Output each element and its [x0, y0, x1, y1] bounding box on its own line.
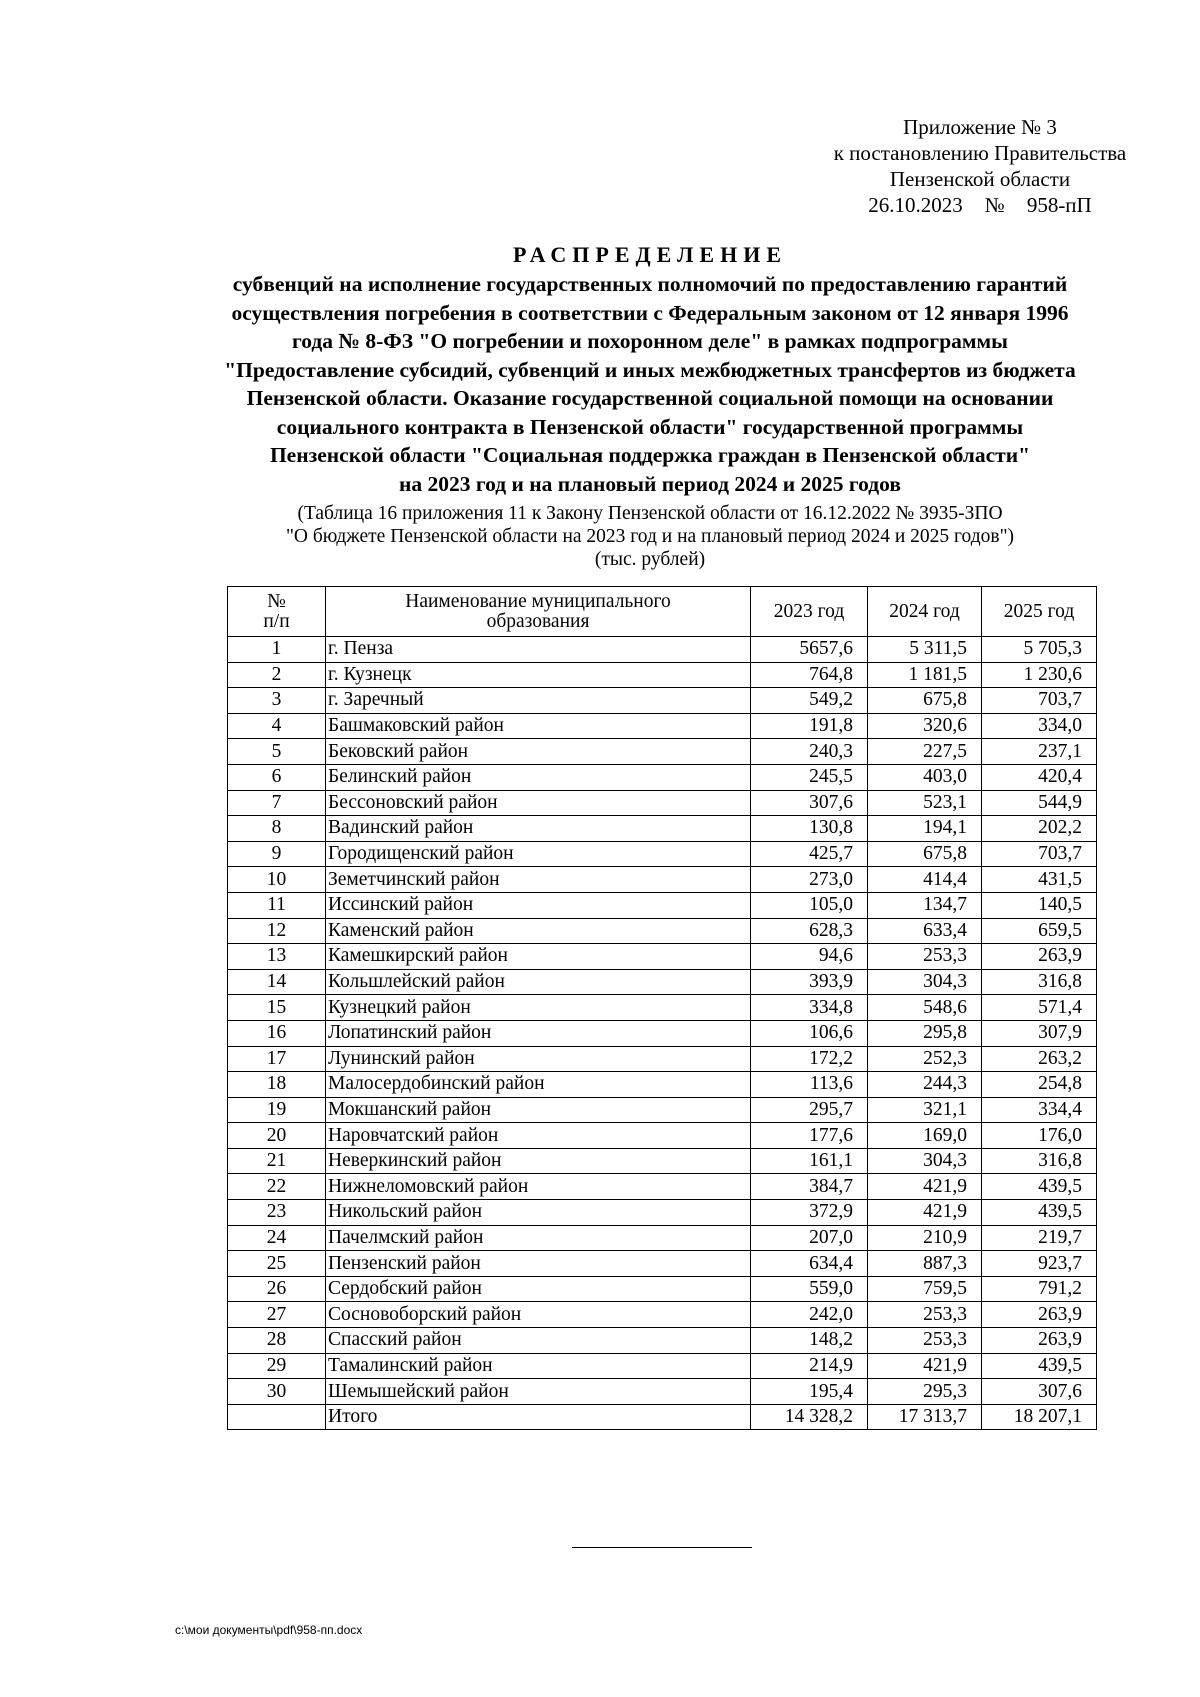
value-2023: 634,4	[751, 1251, 868, 1277]
value-2024: 134,7	[868, 892, 982, 918]
table-total-row	[228, 1404, 1097, 1430]
value-2025: 439,5	[982, 1200, 1097, 1226]
municipality-name: Вадинский район	[326, 816, 751, 842]
value-2023: 242,0	[751, 1302, 868, 1328]
municipality-name: Земетчинский район	[326, 867, 751, 893]
subtitle-line: осуществления погребения в соответствии с Федеральным законом от 12 января 1996	[231, 300, 1069, 325]
row-number: 19	[228, 1097, 326, 1123]
row-number: 12	[228, 918, 326, 944]
value-2024: 253,3	[868, 1302, 982, 1328]
value-2024: 244,3	[868, 1072, 982, 1098]
unit-label: (тыс. рублей)	[594, 549, 706, 570]
value-2025: 140,5	[982, 892, 1097, 918]
value-2025: 703,7	[982, 688, 1097, 714]
table-row	[228, 1123, 1097, 1149]
value-2023: 94,6	[751, 944, 868, 970]
municipality-name: Мокшанский район	[326, 1097, 751, 1123]
row-number: 17	[228, 1046, 326, 1072]
value-2024: 759,5	[868, 1276, 982, 1302]
table-row	[228, 790, 1097, 816]
row-number: 7	[228, 790, 326, 816]
value-2025: 439,5	[982, 1353, 1097, 1379]
municipality-name: Камешкирский район	[326, 944, 751, 970]
appendix-number-sign: №	[984, 193, 1005, 217]
table-row	[228, 1200, 1097, 1226]
value-2023: 5657,6	[751, 637, 868, 663]
value-2024: 17 313,7	[868, 1404, 982, 1430]
value-2023: 372,9	[751, 1200, 868, 1226]
municipality-name: Пензенский район	[326, 1251, 751, 1277]
value-2024: 321,1	[868, 1097, 982, 1123]
municipality-name: Наровчатский район	[326, 1123, 751, 1149]
value-2024: 194,1	[868, 816, 982, 842]
table-row	[228, 1276, 1097, 1302]
table-row	[228, 1148, 1097, 1174]
municipality-name: Пачелмский район	[326, 1225, 751, 1251]
value-2025: 254,8	[982, 1072, 1097, 1098]
value-2024: 421,9	[868, 1353, 982, 1379]
value-2023: 764,8	[751, 662, 868, 688]
value-2025: 439,5	[982, 1174, 1097, 1200]
value-2025: 544,9	[982, 790, 1097, 816]
row-number: 1	[228, 637, 326, 663]
row-number: 13	[228, 944, 326, 970]
value-2024: 253,3	[868, 944, 982, 970]
subtitle-line: года № 8-ФЗ "О погребении и похоронном деле" в рамках подпрограммы	[292, 329, 1008, 353]
subtitle-line: "Предоставление субсидий, субвенций и иных межбюджетных трансфертов из бюджета	[224, 357, 1076, 382]
basis-line-1: (Таблица 16 приложения 11 к Закону Пензенской области от 16.12.2022 № 3935-ЗПО	[297, 503, 1003, 524]
value-2025: 1 230,6	[982, 662, 1097, 688]
value-2024: 421,9	[868, 1200, 982, 1226]
subtitle-line: социального контракта в Пензенской области" государственной программы	[276, 414, 1024, 439]
municipality-name: Бессоновский район	[326, 790, 751, 816]
value-2025: 703,7	[982, 841, 1097, 867]
value-2024: 548,6	[868, 995, 982, 1021]
row-number: 22	[228, 1174, 326, 1200]
table-row	[228, 892, 1097, 918]
row-number	[228, 1404, 326, 1430]
value-2023: 384,7	[751, 1174, 868, 1200]
total-label: Итого	[326, 1404, 751, 1430]
row-number: 26	[228, 1276, 326, 1302]
value-2025: 219,7	[982, 1225, 1097, 1251]
value-2024: 675,8	[868, 688, 982, 714]
value-2025: 202,2	[982, 816, 1097, 842]
value-2025: 334,0	[982, 713, 1097, 739]
bottom-separator	[572, 1547, 752, 1548]
value-2023: 214,9	[751, 1353, 868, 1379]
table-row	[228, 1046, 1097, 1072]
value-2025: 176,0	[982, 1123, 1097, 1149]
municipality-name: Иссинский район	[326, 892, 751, 918]
value-2025: 263,2	[982, 1046, 1097, 1072]
header-2023: 2023 год	[751, 587, 868, 637]
value-2023: 14 328,2	[751, 1404, 868, 1430]
table-row	[228, 1302, 1097, 1328]
appendix-line-2: к постановлению Правительства	[833, 141, 1127, 165]
municipality-name: Кузнецкий район	[326, 995, 751, 1021]
municipality-name: Каменский район	[326, 918, 751, 944]
value-2023: 177,6	[751, 1123, 868, 1149]
row-number: 30	[228, 1379, 326, 1405]
municipality-name: Кольшлейский район	[326, 969, 751, 995]
row-number: 21	[228, 1148, 326, 1174]
table-row	[228, 764, 1097, 790]
subtitle-line: Пензенской области. Оказание государственной социальной помощи на основании	[246, 386, 1054, 410]
value-2024: 5 311,5	[868, 637, 982, 663]
value-2023: 628,3	[751, 918, 868, 944]
value-2025: 307,9	[982, 1020, 1097, 1046]
footer-file-path: c:\мои документы\pdf\958-пп.docx	[175, 1623, 363, 1637]
municipality-name: Белинский район	[326, 764, 751, 790]
value-2023: 334,8	[751, 995, 868, 1021]
value-2023: 195,4	[751, 1379, 868, 1405]
row-number: 8	[228, 816, 326, 842]
value-2025: 263,9	[982, 944, 1097, 970]
municipality-name: Никольский район	[326, 1200, 751, 1226]
value-2025: 791,2	[982, 1276, 1097, 1302]
table-row	[228, 944, 1097, 970]
document-subtitle	[150, 270, 1150, 498]
subtitle-line: Пензенской области "Социальная поддержка граждан в Пензенской области"	[269, 443, 1031, 467]
municipality-name: Шемышейский район	[326, 1379, 751, 1405]
municipality-name: Спасский район	[326, 1328, 751, 1354]
value-2024: 887,3	[868, 1251, 982, 1277]
row-number: 24	[228, 1225, 326, 1251]
table-row	[228, 995, 1097, 1021]
table-row	[228, 1328, 1097, 1354]
value-2025: 571,4	[982, 995, 1097, 1021]
municipality-name: Городищенский район	[326, 841, 751, 867]
value-2023: 273,0	[751, 867, 868, 893]
table-row	[228, 1379, 1097, 1405]
municipality-name: Лунинский район	[326, 1046, 751, 1072]
value-2025: 659,5	[982, 918, 1097, 944]
municipality-name: Малосердобинский район	[326, 1072, 751, 1098]
row-number: 14	[228, 969, 326, 995]
value-2024: 304,3	[868, 1148, 982, 1174]
value-2023: 113,6	[751, 1072, 868, 1098]
value-2023: 295,7	[751, 1097, 868, 1123]
value-2023: 393,9	[751, 969, 868, 995]
value-2024: 295,3	[868, 1379, 982, 1405]
value-2023: 161,1	[751, 1148, 868, 1174]
value-2025: 5 705,3	[982, 637, 1097, 663]
header-municipality: Наименование муниципального образования	[326, 587, 751, 637]
value-2025: 334,4	[982, 1097, 1097, 1123]
municipality-name: г. Заречный	[326, 688, 751, 714]
basis-line-2: "О бюджете Пензенской области на 2023 год и на плановый период 2024 и 2025 годов")	[285, 526, 1015, 547]
value-2023: 307,6	[751, 790, 868, 816]
table-row	[228, 662, 1097, 688]
value-2024: 1 181,5	[868, 662, 982, 688]
value-2024: 227,5	[868, 739, 982, 765]
value-2023: 549,2	[751, 688, 868, 714]
value-2023: 425,7	[751, 841, 868, 867]
row-number: 28	[228, 1328, 326, 1354]
municipality-name: Тамалинский район	[326, 1353, 751, 1379]
value-2023: 106,6	[751, 1020, 868, 1046]
value-2025: 420,4	[982, 764, 1097, 790]
value-2023: 148,2	[751, 1328, 868, 1354]
table-row	[228, 637, 1097, 663]
value-2025: 316,8	[982, 1148, 1097, 1174]
value-2024: 252,3	[868, 1046, 982, 1072]
value-2024: 253,3	[868, 1328, 982, 1354]
appendix-number: 958-пП	[1026, 193, 1092, 217]
appendix-line-1: Приложение № 3	[903, 115, 1057, 139]
header-number: № п/п	[228, 587, 326, 637]
table-row	[228, 1174, 1097, 1200]
row-number: 3	[228, 688, 326, 714]
table-row	[228, 1020, 1097, 1046]
table-row	[228, 713, 1097, 739]
row-number: 20	[228, 1123, 326, 1149]
table-header-row	[228, 587, 1097, 637]
value-2023: 105,0	[751, 892, 868, 918]
table-row	[228, 688, 1097, 714]
row-number: 27	[228, 1302, 326, 1328]
municipality-name: Сердобский район	[326, 1276, 751, 1302]
legal-basis	[150, 502, 1150, 571]
row-number: 18	[228, 1072, 326, 1098]
distribution-table	[227, 586, 1097, 1430]
value-2025: 237,1	[982, 739, 1097, 765]
value-2025: 431,5	[982, 867, 1097, 893]
value-2024: 403,0	[868, 764, 982, 790]
value-2024: 675,8	[868, 841, 982, 867]
appendix-date: 26.10.2023	[868, 193, 963, 217]
value-2024: 320,6	[868, 713, 982, 739]
value-2023: 172,2	[751, 1046, 868, 1072]
table-row	[228, 867, 1097, 893]
value-2024: 421,9	[868, 1174, 982, 1200]
table-row	[228, 1225, 1097, 1251]
value-2023: 559,0	[751, 1276, 868, 1302]
row-number: 16	[228, 1020, 326, 1046]
value-2024: 633,4	[868, 918, 982, 944]
table-row	[228, 969, 1097, 995]
value-2024: 414,4	[868, 867, 982, 893]
row-number: 29	[228, 1353, 326, 1379]
table-body	[228, 637, 1097, 1430]
value-2025: 263,9	[982, 1302, 1097, 1328]
row-number: 23	[228, 1200, 326, 1226]
municipality-name: Лопатинский район	[326, 1020, 751, 1046]
value-2025: 307,6	[982, 1379, 1097, 1405]
header-2024: 2024 год	[868, 587, 982, 637]
municipality-name: г. Пенза	[326, 637, 751, 663]
value-2024: 304,3	[868, 969, 982, 995]
row-number: 6	[228, 764, 326, 790]
municipality-name: Сосновоборский район	[326, 1302, 751, 1328]
value-2023: 240,3	[751, 739, 868, 765]
value-2023: 130,8	[751, 816, 868, 842]
table-row	[228, 841, 1097, 867]
value-2025: 263,9	[982, 1328, 1097, 1354]
value-2024: 523,1	[868, 790, 982, 816]
table-row	[228, 1353, 1097, 1379]
row-number: 25	[228, 1251, 326, 1277]
table-row	[228, 1072, 1097, 1098]
header-2025: 2025 год	[982, 587, 1097, 637]
municipality-name: Башмаковский район	[326, 713, 751, 739]
row-number: 10	[228, 867, 326, 893]
table-row	[228, 1097, 1097, 1123]
value-2023: 191,8	[751, 713, 868, 739]
municipality-name: Бековский район	[326, 739, 751, 765]
subtitle-line: на 2023 год и на плановый период 2024 и 2025 годов	[399, 471, 901, 496]
row-number: 5	[228, 739, 326, 765]
appendix-line-3: Пензенской области	[889, 167, 1071, 191]
row-number: 11	[228, 892, 326, 918]
municipality-name: г. Кузнецк	[326, 662, 751, 688]
value-2024: 169,0	[868, 1123, 982, 1149]
value-2025: 316,8	[982, 969, 1097, 995]
appendix-block	[790, 114, 1170, 218]
value-2023: 245,5	[751, 764, 868, 790]
table-row	[228, 1251, 1097, 1277]
value-2023: 207,0	[751, 1225, 868, 1251]
value-2024: 210,9	[868, 1225, 982, 1251]
table-row	[228, 816, 1097, 842]
value-2025: 18 207,1	[982, 1404, 1097, 1430]
table-row	[228, 739, 1097, 765]
row-number: 4	[228, 713, 326, 739]
value-2024: 295,8	[868, 1020, 982, 1046]
row-number: 2	[228, 662, 326, 688]
row-number: 15	[228, 995, 326, 1021]
value-2025: 923,7	[982, 1251, 1097, 1277]
municipality-name: Нижнеломовский район	[326, 1174, 751, 1200]
municipality-name: Неверкинский район	[326, 1148, 751, 1174]
document-title: РАСПРЕДЕЛЕНИЕ	[512, 242, 787, 267]
appendix-date-line	[790, 192, 1170, 218]
row-number: 9	[228, 841, 326, 867]
table-row	[228, 918, 1097, 944]
subtitle-line: субвенций на исполнение государственных полномочий по предоставлению гарантий	[232, 272, 1068, 296]
